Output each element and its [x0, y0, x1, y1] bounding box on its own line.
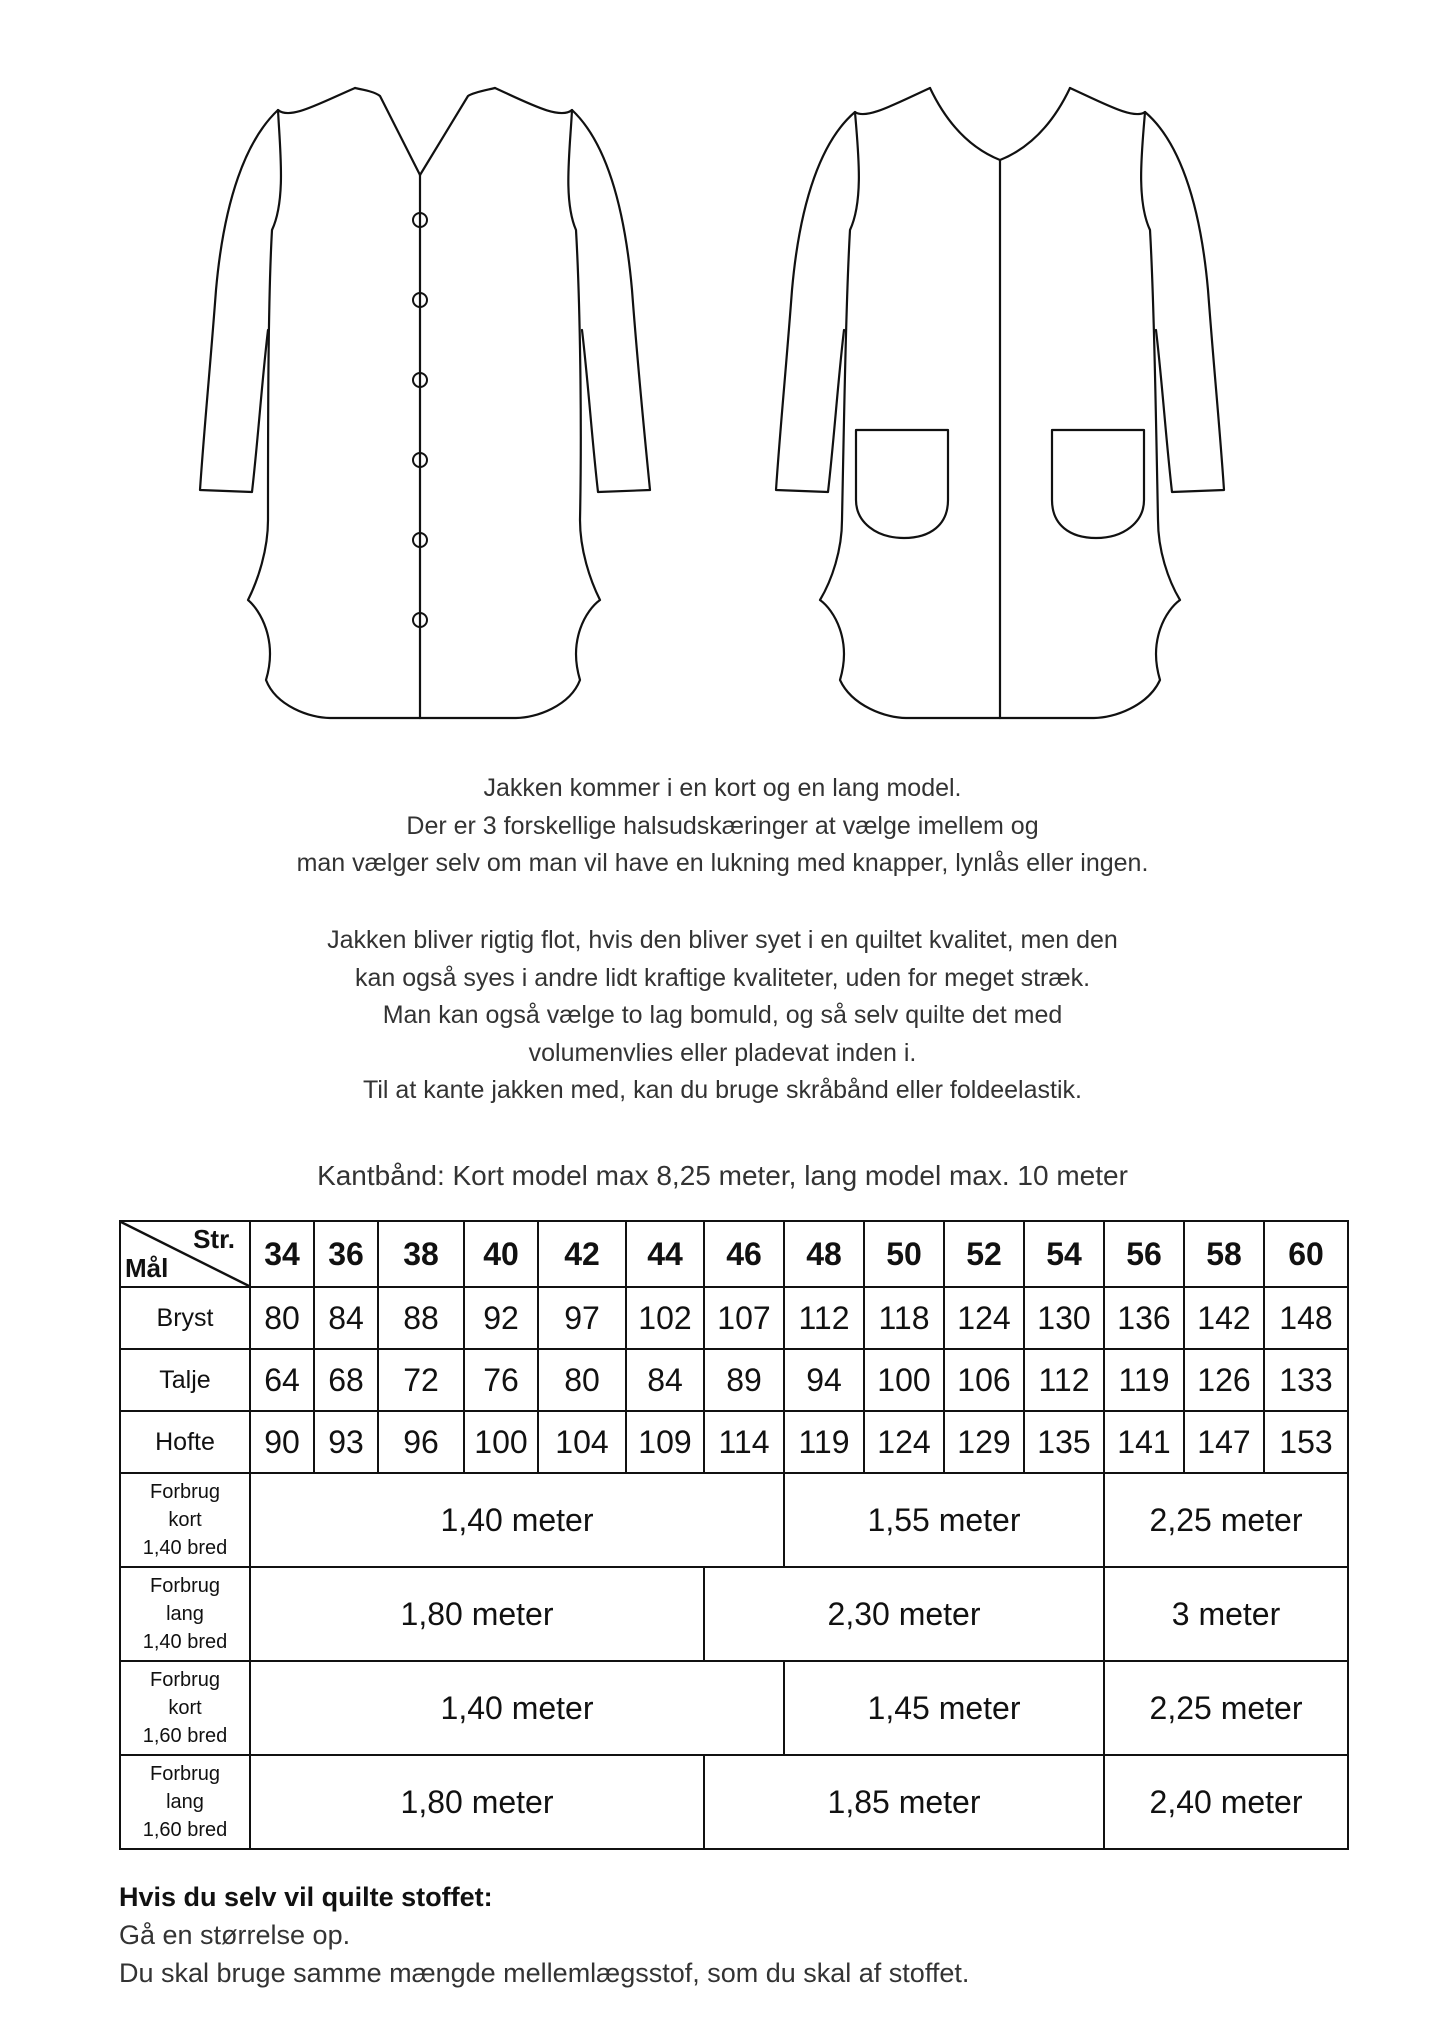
size-header: 48 — [784, 1221, 864, 1287]
measure-row-bryst — [120, 1287, 1348, 1349]
consumption-row-long-140 — [120, 1567, 1348, 1661]
row-label — [120, 1755, 250, 1849]
quilting-line: Du skal bruge samme mængde mellemlægsstof, som du skal af stoffet. — [119, 1958, 970, 1988]
measure-cell: 124 — [944, 1287, 1024, 1349]
corner-size-label: Str. — [193, 1224, 235, 1254]
measure-cell: 133 — [1264, 1349, 1348, 1411]
label-line: 1,40 bred — [142, 1537, 228, 1559]
intro-line: Jakken bliver rigtig flot, hvis den bliver syet i en quiltet kvalitet, men den — [327, 926, 1118, 954]
size-header: 38 — [378, 1221, 464, 1287]
intro-line: Til at kante jakken med, kan du bruge skråbånd eller foldeelastik. — [363, 1076, 1082, 1104]
label-line: kort — [168, 1697, 202, 1719]
jacket-back-illustration — [776, 88, 1224, 718]
measure-cell: 88 — [378, 1287, 464, 1349]
size-header: 56 — [1104, 1221, 1184, 1287]
size-table — [119, 1220, 1349, 1850]
measure-cell: 64 — [250, 1349, 314, 1411]
size-header: 34 — [250, 1221, 314, 1287]
measure-cell: 142 — [1184, 1287, 1264, 1349]
size-header: 54 — [1024, 1221, 1104, 1287]
label-line: kort — [168, 1509, 202, 1531]
measure-row-hofte — [120, 1411, 1348, 1473]
label-line: lang — [166, 1791, 204, 1813]
consumption-row-short-140 — [120, 1473, 1348, 1567]
measure-cell: 72 — [378, 1349, 464, 1411]
size-header: 36 — [314, 1221, 378, 1287]
intro-paragraph-2 — [0, 922, 1445, 1110]
intro-line: Man kan også vælge to lag bomuld, og så selv quilte det med — [382, 1001, 1063, 1029]
quilting-line: Gå en størrelse op. — [119, 1920, 351, 1950]
measure-cell: 141 — [1104, 1411, 1184, 1473]
measure-cell: 119 — [1104, 1349, 1184, 1411]
measure-cell: 112 — [784, 1287, 864, 1349]
intro-line: kan også syes i andre lidt kraftige kvaliteter, uden for meget stræk. — [354, 963, 1091, 992]
measure-cell: 96 — [378, 1411, 464, 1473]
consumption-cell: 3 meter — [1104, 1567, 1348, 1661]
measure-cell: 100 — [464, 1411, 538, 1473]
measure-cell: 126 — [1184, 1349, 1264, 1411]
measure-cell: 124 — [864, 1411, 944, 1473]
label-line: 1,60 bred — [142, 1819, 228, 1841]
size-header: 40 — [464, 1221, 538, 1287]
measure-cell: 148 — [1264, 1287, 1348, 1349]
jacket-front-illustration — [200, 88, 650, 718]
measure-row-talje — [120, 1349, 1348, 1411]
quilting-heading: Hvis du selv vil quilte stoffet: — [119, 1882, 493, 1912]
row-label: Talje — [120, 1349, 250, 1411]
consumption-cell: 1,80 meter — [250, 1567, 704, 1661]
label-line: Forbrug — [149, 1669, 221, 1691]
consumption-row-short-160 — [120, 1661, 1348, 1755]
measure-cell: 112 — [1024, 1349, 1104, 1411]
measure-cell: 94 — [784, 1349, 864, 1411]
edging-note: Kantbånd: Kort model max 8,25 meter, lang model max. 10 meter — [317, 1160, 1128, 1191]
garment-illustrations — [0, 0, 1445, 760]
consumption-cell: 1,80 meter — [250, 1755, 704, 1849]
measure-cell: 106 — [944, 1349, 1024, 1411]
measure-cell: 68 — [314, 1349, 378, 1411]
row-label — [120, 1661, 250, 1755]
consumption-cell: 1,85 meter — [704, 1755, 1104, 1849]
consumption-cell: 2,40 meter — [1104, 1755, 1348, 1849]
size-header: 58 — [1184, 1221, 1264, 1287]
row-label: Bryst — [120, 1287, 250, 1349]
corner-measure-label: Mål — [125, 1253, 169, 1283]
measure-cell: 102 — [626, 1287, 704, 1349]
consumption-cell: 1,40 meter — [250, 1661, 784, 1755]
measure-cell: 76 — [464, 1349, 538, 1411]
row-label — [120, 1473, 250, 1567]
size-header: 46 — [704, 1221, 784, 1287]
label-line: 1,40 bred — [142, 1631, 228, 1653]
label-line: lang — [166, 1603, 204, 1625]
intro-line: man vælger selv om man vil have en lukning med knapper, lynlås eller ingen. — [296, 849, 1149, 877]
label-line: Forbrug — [149, 1481, 221, 1503]
measure-cell: 97 — [538, 1287, 626, 1349]
size-header-row — [120, 1221, 1348, 1287]
measure-cell: 114 — [704, 1411, 784, 1473]
measure-cell: 93 — [314, 1411, 378, 1473]
measure-cell: 107 — [704, 1287, 784, 1349]
intro-line: Der er 3 forskellige halsudskæringer at vælge imellem og — [406, 811, 1039, 840]
measure-cell: 109 — [626, 1411, 704, 1473]
measure-cell: 80 — [250, 1287, 314, 1349]
consumption-cell: 2,25 meter — [1104, 1473, 1348, 1567]
measure-cell: 84 — [314, 1287, 378, 1349]
quilting-note — [119, 1878, 969, 1992]
measure-cell: 119 — [784, 1411, 864, 1473]
intro-line: Jakken kommer i en kort og en lang model. — [483, 774, 962, 802]
label-line: Forbrug — [149, 1575, 221, 1597]
measure-cell: 100 — [864, 1349, 944, 1411]
measure-cell: 153 — [1264, 1411, 1348, 1473]
size-header: 42 — [538, 1221, 626, 1287]
size-header: 60 — [1264, 1221, 1348, 1287]
consumption-cell: 2,30 meter — [704, 1567, 1104, 1661]
measure-cell: 136 — [1104, 1287, 1184, 1349]
measure-cell: 118 — [864, 1287, 944, 1349]
consumption-cell: 1,40 meter — [250, 1473, 784, 1567]
consumption-cell: 2,25 meter — [1104, 1661, 1348, 1755]
measure-cell: 80 — [538, 1349, 626, 1411]
consumption-cell: 1,45 meter — [784, 1661, 1104, 1755]
measure-cell: 89 — [704, 1349, 784, 1411]
measure-cell: 147 — [1184, 1411, 1264, 1473]
measure-cell: 92 — [464, 1287, 538, 1349]
measure-cell: 130 — [1024, 1287, 1104, 1349]
measure-cell: 90 — [250, 1411, 314, 1473]
row-label: Hofte — [120, 1411, 250, 1473]
size-header: 50 — [864, 1221, 944, 1287]
size-header: 52 — [944, 1221, 1024, 1287]
measure-cell: 84 — [626, 1349, 704, 1411]
intro-line: volumenvlies eller pladevat inden i. — [528, 1038, 917, 1067]
row-label — [120, 1567, 250, 1661]
label-line: Forbrug — [149, 1763, 221, 1785]
size-header: 44 — [626, 1221, 704, 1287]
consumption-row-long-160 — [120, 1755, 1348, 1849]
consumption-cell: 1,55 meter — [784, 1473, 1104, 1567]
measure-cell: 129 — [944, 1411, 1024, 1473]
intro-paragraph-1 — [0, 770, 1445, 883]
measure-cell: 104 — [538, 1411, 626, 1473]
table-corner — [120, 1221, 250, 1287]
label-line: 1,60 bred — [142, 1725, 228, 1747]
measure-cell: 135 — [1024, 1411, 1104, 1473]
